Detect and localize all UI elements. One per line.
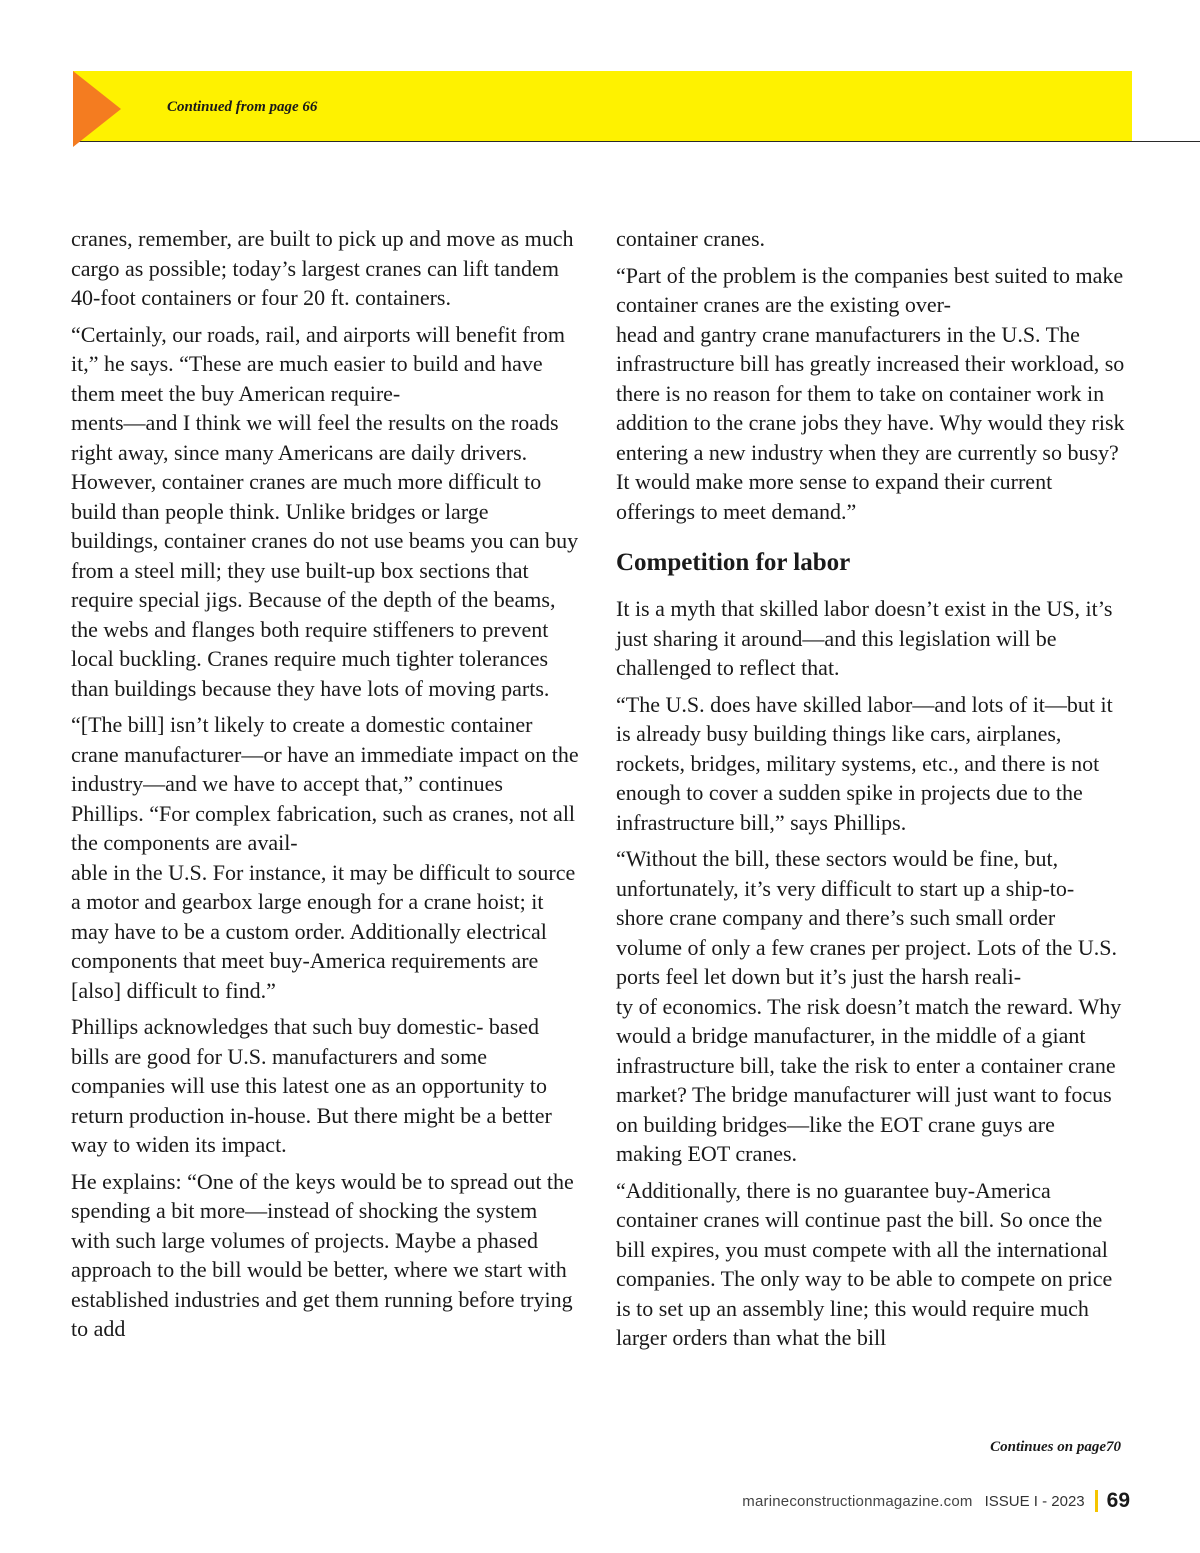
paragraph: container cranes.	[616, 226, 766, 251]
paragraph: “The U.S. does have skilled labor—and lots of it—but it is already busy building things like cars, airplanes, rockets, bridges, military systems, etc., and there is not enough to cover a sudden spike in projects due to the infrastructure bill,” says Phillips.	[616, 691, 1113, 835]
paragraph: “Additionally, there is no guarantee buy-America container cranes will continue past the bill. So once the bill expires, you must compete with all the international companies. The only way to be able to compete on price is to set up an assembly line; this would require much larger orders than what the bill	[616, 1177, 1113, 1350]
header-rule	[73, 141, 1200, 142]
right-column	[616, 224, 1126, 1360]
footer-site: marineconstructionmagazine.com	[742, 1492, 973, 1510]
section-heading: Competition for labor	[616, 549, 851, 576]
continued-from-label: Continued from page 66	[167, 99, 318, 115]
paragraph: He explains: “One of the keys would be to spread out the spending a bit more—instead of shocking the system with such large volumes of projects. Maybe a phased approach to the bill would be better, where we start with established industries and get them running before trying to add	[71, 1168, 574, 1341]
left-column	[71, 224, 581, 1351]
page-number: 69	[1106, 1489, 1130, 1512]
paragraph: It is a myth that skilled labor doesn’t exist in the US, it’s just sharing it around—and this legislation will be challenged to reflect that.	[616, 596, 1113, 680]
page-footer	[742, 1488, 1130, 1514]
paragraph: Phillips acknowledges that such buy domestic- based bills are good for U.S. manufacturers and some companies will use this latest one as an opportunity to return production in-house. But there might be a better way to widen its impact.	[71, 1014, 552, 1157]
paragraph: “Certainly, our roads, rail, and airports will benefit from it,” he says. “These are much easier to build and have them meet the buy American require- ments—and I think we will feel the results on the roads right away, since many Americans are daily drivers. However, container cranes are much more difficult to build than people think. Unlike bridges or large buildings, container cranes do not use beams you can buy from a steel mill; they use built-up box sections that require special jigs. Because of the depth of the beams, the webs and flanges both require stiffeners to prevent local buckling. Cranes require much tighter tolerances than buildings because they have lots of moving parts.	[71, 321, 579, 701]
footer-separator	[1095, 1490, 1098, 1512]
paragraph: “Without the bill, these sectors would be fine, but, unfortunately, it’s very difficult to start up a ship-to- shore crane company and there’s such small order volume of only a few cranes per project. Lots of the U.S. ports feel let down but it’s just the harsh reali- ty of economics. The risk doesn’t match the reward. Why would a bridge manufacturer, in the middle of a giant infrastructure bill, take the risk to enter a container crane market? The bridge manufacturer will just want to focus on building bridges—like the EOT crane guys are making EOT cranes.	[616, 846, 1122, 1166]
continues-on-label: Continues on page70	[990, 1439, 1121, 1455]
paragraph: cranes, remember, are built to pick up and move as much cargo as possible; today’s largest cranes can lift tandem 40-foot containers or four 20 ft. containers.	[71, 226, 574, 310]
paragraph: “[The bill] isn’t likely to create a domestic container crane manufacturer—or have an immediate impact on the industry—and we have to accept that,” continues Phillips. “For complex fabrication, such as cranes, not all the components are avail- able in the U.S. For instance, it may be difficult to source a motor and gearbox large enough for a crane hoist; it may have to be a custom order. Additionally electrical components that meet buy-America requirements are [also] difficult to find.”	[71, 712, 579, 1003]
arrow-icon	[73, 71, 121, 147]
footer-issue: ISSUE I - 2023	[984, 1492, 1085, 1510]
paragraph: “Part of the problem is the companies best suited to make container cranes are the existing over- head and gantry crane manufacturers in the U.S. The infrastructure bill has greatly increased their workload, so there is no reason for them to take on container work in addition to the crane jobs they have. Why would they risk entering a new industry when they are currently so busy? It would make more sense to expand their current offerings to meet demand.”	[616, 262, 1125, 524]
